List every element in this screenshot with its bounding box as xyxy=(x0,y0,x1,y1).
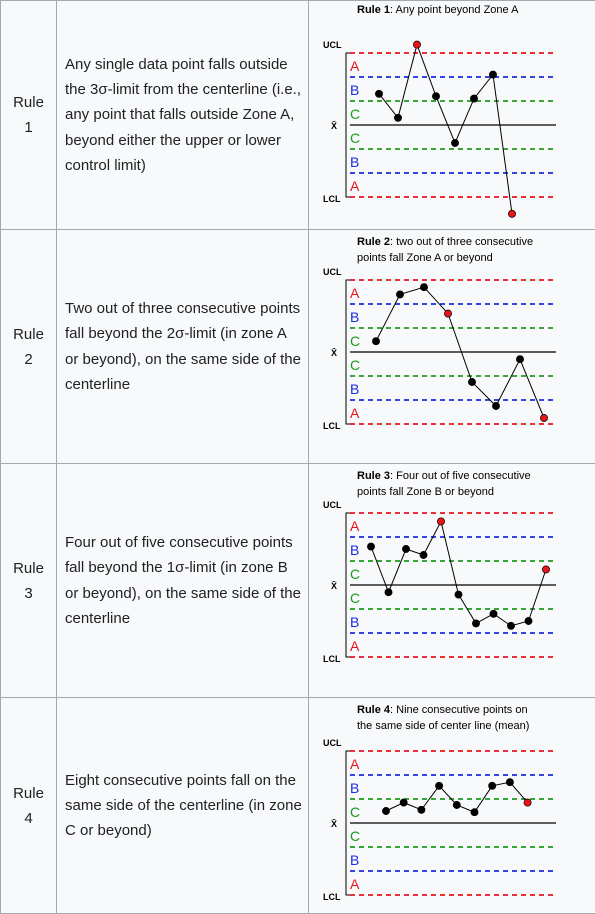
ucl-label: UCL xyxy=(323,738,342,748)
data-point xyxy=(516,356,523,363)
chart-caption-text: : two out of three consecutive xyxy=(390,236,533,248)
data-point xyxy=(525,617,532,624)
rule-label xyxy=(1,230,57,464)
mean-label: X̄ xyxy=(331,348,337,358)
zone-letter: C xyxy=(350,333,360,349)
zone-letter: C xyxy=(350,804,360,820)
data-point xyxy=(489,71,496,78)
rule-description: Any single data point falls outside the 3σ-limit from the centerline (i.e., any point that falls outside Zone A, beyond either the upper or lower control limit) xyxy=(57,1,309,230)
data-point xyxy=(420,284,427,291)
data-point xyxy=(400,799,407,806)
data-point xyxy=(382,807,389,814)
zone-letter: B xyxy=(350,614,359,630)
zone-letter: A xyxy=(350,58,360,74)
chart-caption-text: : Any point beyond Zone A xyxy=(390,4,519,16)
zone-letter: B xyxy=(350,82,359,98)
data-point xyxy=(492,402,499,409)
data-point xyxy=(489,782,496,789)
data-point xyxy=(455,591,462,598)
chart-caption xyxy=(357,4,519,16)
zone-letter: C xyxy=(350,590,360,606)
chart-caption xyxy=(357,470,531,482)
zone-letter: B xyxy=(350,780,359,796)
rule-chart-cell xyxy=(309,464,595,698)
zone-letter: C xyxy=(350,566,360,582)
zone-letter: A xyxy=(350,756,360,772)
control-chart xyxy=(309,698,595,913)
rule-label-text: Rule 4 xyxy=(9,781,49,831)
data-point xyxy=(453,801,460,808)
control-chart xyxy=(309,464,595,697)
zone-letter: A xyxy=(350,405,360,421)
violation-point xyxy=(444,310,451,317)
rule-chart-cell xyxy=(309,1,595,230)
chart-caption-bold: Rule 1 xyxy=(357,4,390,16)
data-point xyxy=(418,806,425,813)
chart-caption-line2: the same side of center line (mean) xyxy=(357,720,529,732)
violation-point xyxy=(524,799,531,806)
rule-row xyxy=(1,464,595,698)
rule-label-text: Rule 1 xyxy=(9,90,49,140)
chart-caption-text: : Four out of five consecutive xyxy=(390,470,531,482)
ucl-label: UCL xyxy=(323,40,342,50)
chart-caption-bold: Rule 2 xyxy=(357,236,390,248)
data-point xyxy=(375,90,382,97)
mean-label: X̄ xyxy=(331,581,337,591)
ucl-label: UCL xyxy=(323,500,342,510)
zone-letter: C xyxy=(350,828,360,844)
data-point xyxy=(396,291,403,298)
rule-label xyxy=(1,1,57,230)
rule-label-text: Rule 3 xyxy=(9,556,49,606)
chart-caption-text: : Nine consecutive points on xyxy=(390,704,528,716)
data-point xyxy=(468,378,475,385)
rule-description: Two out of three consecutive points fall beyond the 2σ-limit (in zone A or beyond), on the same side of the centerline xyxy=(57,230,309,464)
chart-caption-line2: points fall Zone B or beyond xyxy=(357,486,494,498)
data-point xyxy=(451,139,458,146)
lcl-label: LCL xyxy=(323,654,341,664)
data-point xyxy=(372,338,379,345)
data-point xyxy=(472,620,479,627)
chart-caption xyxy=(357,704,528,716)
rule-row xyxy=(1,230,595,464)
data-point xyxy=(385,589,392,596)
data-point xyxy=(490,610,497,617)
rule-label xyxy=(1,464,57,698)
control-chart xyxy=(309,230,595,463)
rule-chart-cell xyxy=(309,230,595,464)
chart-caption-bold: Rule 4 xyxy=(357,704,391,716)
zone-letter: A xyxy=(350,638,360,654)
data-point xyxy=(432,93,439,100)
data-point xyxy=(507,622,514,629)
violation-point xyxy=(540,414,547,421)
lcl-label: LCL xyxy=(323,892,341,902)
violation-point xyxy=(413,41,420,48)
zone-letter: A xyxy=(350,178,360,194)
series-line xyxy=(376,287,544,418)
chart-caption xyxy=(357,236,533,248)
chart-caption-bold: Rule 3 xyxy=(357,470,390,482)
mean-label: X̄ xyxy=(331,121,337,131)
data-point xyxy=(470,95,477,102)
rule-label-text: Rule 2 xyxy=(9,322,49,372)
data-point xyxy=(394,114,401,121)
zone-letter: A xyxy=(350,285,360,301)
mean-label: X̄ xyxy=(331,819,337,829)
zone-letter: C xyxy=(350,130,360,146)
violation-point xyxy=(508,210,515,217)
data-point xyxy=(436,782,443,789)
zone-letter: B xyxy=(350,309,359,325)
chart-caption-line2: points fall Zone A or beyond xyxy=(357,252,493,264)
zone-letter: B xyxy=(350,542,359,558)
data-point xyxy=(506,779,513,786)
data-point xyxy=(402,545,409,552)
zone-letter: A xyxy=(350,518,360,534)
series-line xyxy=(379,45,512,214)
violation-point xyxy=(437,518,444,525)
lcl-label: LCL xyxy=(323,421,341,431)
rule-description: Four out of five consecutive points fall beyond the 1σ-limit (in zone B or beyond), on the same side of the centerline xyxy=(57,464,309,698)
rule-row xyxy=(1,1,595,230)
zone-letter: B xyxy=(350,381,359,397)
data-point xyxy=(471,809,478,816)
ucl-label: UCL xyxy=(323,267,342,277)
zone-letter: C xyxy=(350,357,360,373)
zone-letter: A xyxy=(350,876,360,892)
rule-chart-cell xyxy=(309,698,595,914)
rule-row xyxy=(1,698,595,914)
rule-description: Eight consecutive points fall on the same side of the centerline (in zone C or beyond) xyxy=(57,698,309,914)
lcl-label: LCL xyxy=(323,194,341,204)
control-chart xyxy=(309,1,595,229)
data-point xyxy=(420,551,427,558)
zone-letter: B xyxy=(350,154,359,170)
data-point xyxy=(367,543,374,550)
rule-label xyxy=(1,698,57,914)
zone-letter: B xyxy=(350,852,359,868)
violation-point xyxy=(542,566,549,573)
zone-letter: C xyxy=(350,106,360,122)
